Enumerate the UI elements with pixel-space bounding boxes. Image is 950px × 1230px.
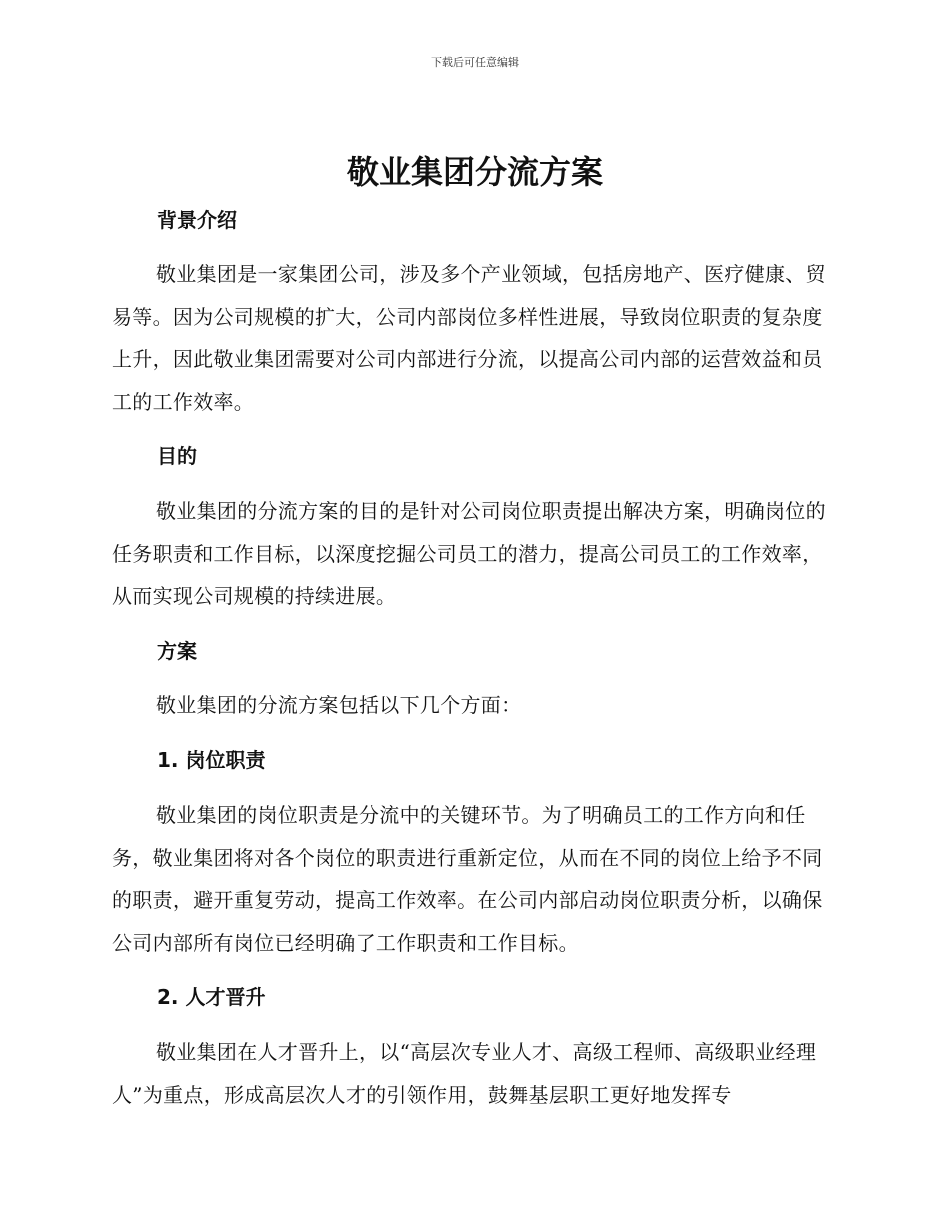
section-heading-plan: 方案 xyxy=(157,639,197,663)
section-heading-purpose: 目的 xyxy=(157,444,197,468)
section-heading-background: 背景介绍 xyxy=(157,208,237,232)
section-paragraph-job-duties: 敬业集团的岗位职责是分流中的关键环节。为了明确员工的工作方向和任务，敬业集团将对各个岗位的职责进行重新定位，从而在不同的岗位上给予不同的职责，避开重复劳动，提高工作效率。在公司内部启动岗位职责分析，以确保公司内部所有岗位已经明确了工作职责和工作目标。 xyxy=(112,803,823,955)
section-paragraph-talent-promotion: 敬业集团在人才晋升上，以“高层次专业人才、高级工程师、高级职业经理人”为重点，形成高层次人才的引领作用，鼓舞基层职工更好地发挥专 xyxy=(112,1040,817,1107)
section-paragraph-plan: 敬业集团的分流方案包括以下几个方面： xyxy=(156,693,522,717)
page-header-note: 下载后可任意编辑 xyxy=(431,56,519,69)
section-heading-job-duties: 1. 岗位职责 xyxy=(157,748,266,772)
document-title: 敬业集团分流方案 xyxy=(346,153,603,191)
section-paragraph-purpose: 敬业集团的分流方案的目的是针对公司岗位职责提出解决方案，明确岗位的任务职责和工作目标，以深度挖掘公司员工的潜力，提高公司员工的工作效率，从而实现公司规模的持续进展。 xyxy=(112,499,826,608)
section-paragraph-background: 敬业集团是一家集团公司，涉及多个产业领域，包括房地产、医疗健康、贸易等。因为公司规模的扩大，公司内部岗位多样性进展，导致岗位职责的复杂度上升，因此敬业集团需要对公司内部进行分流，以提高公司内部的运营效益和员工的工作效率。 xyxy=(112,262,826,414)
section-heading-talent-promotion: 2. 人才晋升 xyxy=(157,985,266,1009)
